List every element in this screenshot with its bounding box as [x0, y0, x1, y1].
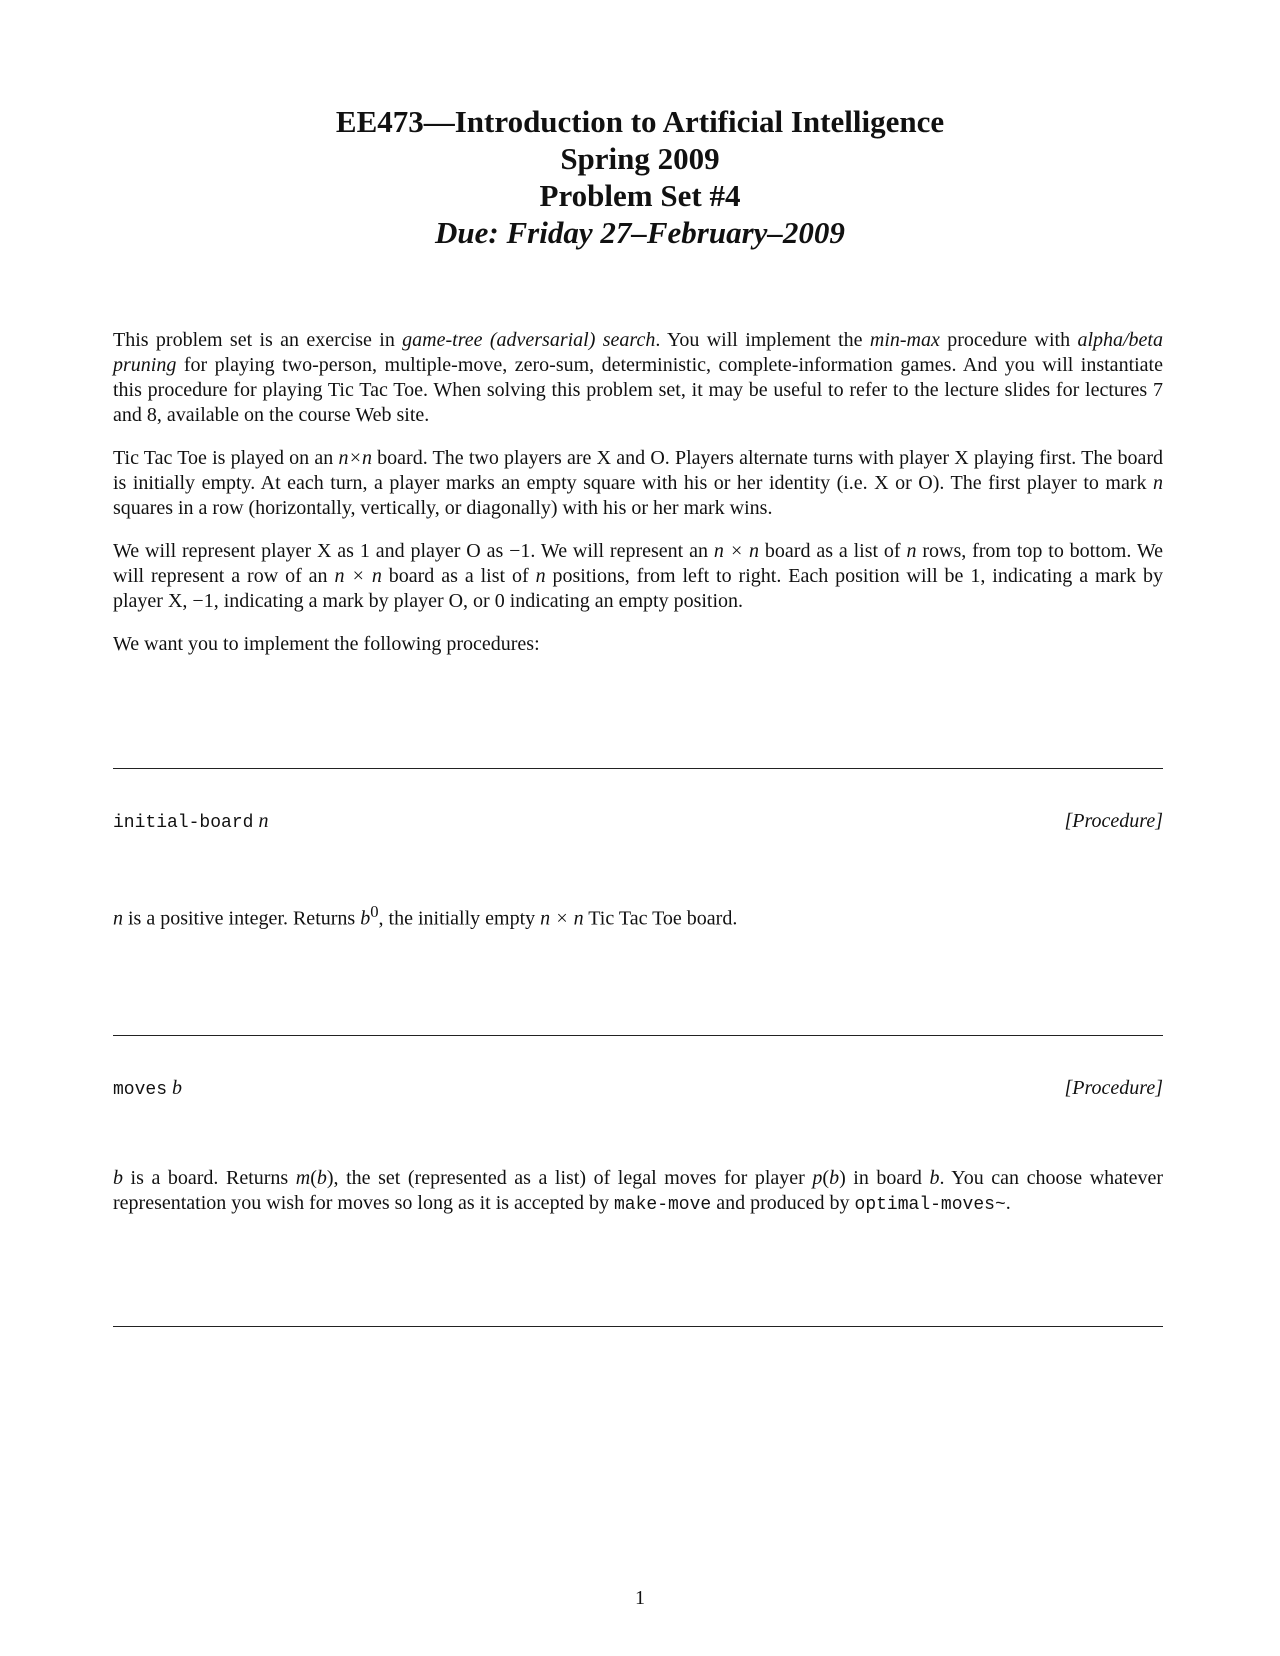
math-n: n — [113, 907, 123, 930]
procedure-name: initial-board — [113, 813, 254, 833]
code-make-move: make-move — [614, 1195, 712, 1215]
math-n-by-n: n × n — [540, 907, 584, 930]
math-n-by-n: n × n — [334, 565, 382, 587]
math-b: b — [929, 1167, 940, 1189]
due-date: Due: Friday 27–February–2009 — [435, 215, 845, 250]
math-p: p — [812, 1167, 823, 1189]
term-alpha-beta: alpha/beta pruning — [113, 329, 1163, 376]
text-run: We will represent player X as 1 and player O as −1. We will represent an — [113, 540, 714, 562]
math-n-by-n: n × n — [713, 540, 760, 562]
divider — [113, 1035, 1163, 1036]
text-run: Tic Tac Toe is played on an — [113, 447, 339, 469]
term-game-tree-search: game-tree (adversarial) search — [402, 329, 656, 351]
text-run: board as a list of — [759, 540, 907, 562]
procedure-arg: b — [172, 1077, 183, 1099]
divider — [113, 1326, 1163, 1327]
math-b: b — [113, 1167, 123, 1189]
text-run: is a positive integer. Returns — [123, 907, 361, 930]
procedure-header-initial-board — [113, 808, 1163, 834]
math-m: m — [295, 1167, 311, 1189]
procedure-name: moves — [113, 1080, 168, 1100]
course-title: EE473—Introduction to Artificial Intelligence — [335, 104, 945, 139]
text-run: for playing two-person, multiple-move, zero-sum, deterministic, complete-information games. And you will instantiate this procedure for playing Tic Tac Toe. When solving this problem set, it may be useful to refer to the lecture slides for lectures 7 and 8, available on the course Web site. — [113, 354, 1163, 426]
text-run: squares in a row (horizontally, vertically, or diagonally) with his or her mark wins. — [113, 497, 773, 519]
text-run: board as a list of — [381, 565, 536, 587]
term: Spring 2009 — [560, 141, 720, 176]
code-optimal-moves: optimal-moves~ — [854, 1195, 1006, 1215]
problem-set-title: Problem Set #4 — [539, 178, 741, 213]
text-run: and produced by — [711, 1192, 855, 1214]
text-run: ( — [822, 1167, 830, 1189]
math-b: b — [829, 1167, 840, 1189]
text-run: positions, from left to right. Each position will be 1, indicating a mark by player X, −1, indicating a mark by player O, or 0 indicating an empty position. — [113, 565, 1164, 612]
intro-section — [113, 328, 1163, 675]
text-run: board. The two players are X and O. Players alternate turns with player X playing first. The board is initially empty. At each turn, a player marks an empty square with his or her identity (i.e. X or O). The first player to mark — [113, 447, 1163, 494]
intro-paragraph-2 — [113, 446, 1163, 521]
text-run: . You will implement the — [655, 329, 870, 351]
text-run: . You can choose whatever representation you wish for moves so long as it is accepted by — [113, 1167, 1163, 1214]
text-run: is a board. Returns — [123, 1167, 296, 1189]
procedure-signature — [113, 808, 268, 836]
text-run: ) in board — [839, 1167, 930, 1189]
procedure-header-moves — [113, 1075, 1163, 1101]
text-run: procedure with — [939, 329, 1078, 351]
intro-paragraph-1 — [113, 328, 1163, 428]
divider — [113, 768, 1163, 769]
math-n-by-n: n×n — [338, 447, 372, 469]
term-min-max: min-max — [869, 329, 940, 351]
page-number: 1 — [635, 1587, 645, 1609]
procedure-kind-label: [Procedure] — [1064, 810, 1163, 832]
text-run: ( — [310, 1167, 317, 1189]
text-run: , the initially empty — [378, 907, 541, 930]
title-block — [0, 103, 1280, 251]
intro-paragraph-4: We want you to implement the following procedures: — [113, 633, 540, 655]
math-n: n — [535, 565, 546, 587]
math-b: b — [360, 907, 371, 930]
intro-paragraph-3 — [113, 539, 1163, 614]
procedure-description-moves — [113, 1166, 1163, 1218]
math-b: b — [316, 1167, 327, 1189]
text-run: This problem set is an exercise in — [113, 329, 403, 351]
superscript-zero: 0 — [370, 902, 379, 921]
procedure-kind-label: [Procedure] — [1064, 1077, 1163, 1099]
text-run: Tic Tac Toe board. — [583, 907, 738, 930]
math-n: n — [1153, 472, 1163, 494]
procedure-arg: n — [258, 810, 269, 832]
text-run: ), the set (represented as a list) of legal moves for player — [326, 1167, 813, 1189]
text-run: rows, from top to bottom. We will represent a row of an — [113, 540, 1164, 587]
procedure-signature — [113, 1075, 182, 1103]
text-run: . — [1005, 1192, 1011, 1214]
math-n: n — [906, 540, 917, 562]
procedure-description-initial-board — [113, 899, 1163, 932]
